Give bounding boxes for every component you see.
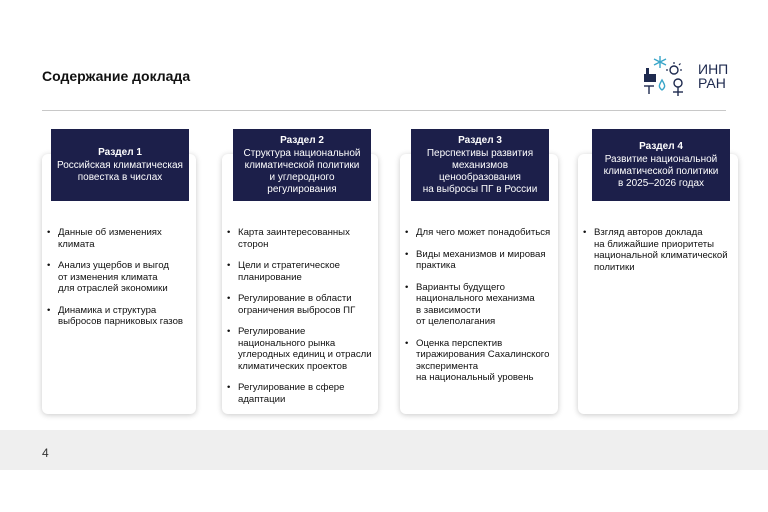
bullet-line: тиражирования Сахалинского xyxy=(416,349,550,360)
bullet-line: климата xyxy=(58,238,95,250)
section-header-1 xyxy=(51,129,189,201)
bullet-line: выбросов парниковых газов xyxy=(58,316,184,327)
bullet-item xyxy=(46,305,194,328)
bullet-line: • Варианты будущего xyxy=(416,281,505,293)
logo-text xyxy=(698,62,728,90)
section-title-line: климатической политики xyxy=(244,159,360,171)
section-title-line: в 2025–2026 годах xyxy=(617,177,705,189)
section-label: Раздел 1 xyxy=(98,146,142,158)
bullet-line: от целеполагания xyxy=(416,316,496,327)
section-3-bullets xyxy=(404,227,560,394)
bullet-line: сторон xyxy=(238,238,269,250)
bullet-item xyxy=(404,227,560,239)
bullet-item xyxy=(226,227,378,250)
bullet-line: планирование xyxy=(238,271,302,283)
bullet-line: национальной климатической xyxy=(594,250,728,261)
bullet-line: • Регулирование xyxy=(238,326,306,337)
section-4-bullets xyxy=(582,227,738,283)
bullet-line: • Динамика и структура xyxy=(58,304,157,316)
bullet-item xyxy=(582,227,738,273)
section-title-line: Структура национальной xyxy=(243,147,361,159)
bullet-line: национального рынка xyxy=(238,337,336,349)
logo-emblem-icon xyxy=(640,54,696,100)
bullet-line: углеродных единиц и отрасли xyxy=(238,349,372,360)
section-label: Раздел 4 xyxy=(639,140,683,152)
footer-bar xyxy=(0,430,768,470)
section-header-3 xyxy=(411,129,549,201)
bullet-line: в зависимости xyxy=(416,304,481,316)
section-title-line: на выбросы ПГ в России xyxy=(422,183,538,195)
slide-title: Содержание доклада xyxy=(42,68,191,84)
page-number: 4 xyxy=(42,446,49,460)
bullet-line: адаптации xyxy=(238,393,286,405)
bullet-item xyxy=(404,282,560,328)
bullet-item xyxy=(404,249,560,272)
bullet-line: • Цели и стратегическое xyxy=(238,260,340,271)
section-title-line: Российская климатическая xyxy=(57,159,183,171)
section-title-line: климатической политики xyxy=(603,165,719,177)
bullet-line: для отраслей экономики xyxy=(58,283,168,294)
bullet-line: • Для чего может понадобиться xyxy=(416,227,551,238)
bullet-line: • Анализ ущербов и выгод xyxy=(58,260,169,271)
bullet-item xyxy=(46,260,194,295)
section-title-line: Развитие национальной xyxy=(604,153,718,165)
bullet-line: климатических проектов xyxy=(238,360,348,372)
bullet-line: на национальный уровень xyxy=(416,372,534,383)
section-2-bullets xyxy=(226,227,378,415)
logo-line-2: РАН xyxy=(698,75,726,91)
section-title-line: механизмов ценообразования xyxy=(439,159,521,183)
logo-line-1: ИНП xyxy=(698,61,729,77)
bullet-item xyxy=(404,338,560,384)
bullet-line: ограничения выбросов ПГ xyxy=(238,304,356,316)
inp-ran-logo xyxy=(640,54,736,100)
bullet-line: • Регулирование в области xyxy=(238,293,352,304)
bullet-line: • Взгляд авторов доклада xyxy=(594,227,703,238)
bullet-line: • Карта заинтересованных xyxy=(238,227,350,238)
bullet-item xyxy=(226,293,378,316)
bullet-line: от изменения климата xyxy=(58,271,158,283)
bullet-line: • Данные об изменениях xyxy=(58,227,162,238)
section-title-line: повестка в числах xyxy=(77,171,163,183)
bullet-line: эксперимента xyxy=(416,360,479,372)
section-label: Раздел 3 xyxy=(458,134,502,146)
bullet-item xyxy=(226,260,378,283)
bullet-line: практика xyxy=(416,260,456,271)
bullet-item xyxy=(226,326,378,372)
section-header-4 xyxy=(592,129,730,201)
bullet-item xyxy=(46,227,194,250)
bullet-line: • Оценка перспектив xyxy=(416,337,503,349)
section-title-line: Перспективы развития xyxy=(426,147,534,159)
section-title-line: и углеродного регулирования xyxy=(267,171,337,195)
bullet-item xyxy=(226,382,378,405)
section-1-bullets xyxy=(46,227,194,338)
section-header-2 xyxy=(233,129,371,201)
title-divider xyxy=(42,110,726,111)
bullet-line: на ближайшие приоритеты xyxy=(594,238,715,250)
bullet-line: национального механизма xyxy=(416,293,535,304)
bullet-line: политики xyxy=(594,261,635,273)
bullet-line: • Виды механизмов и мировая xyxy=(416,248,546,260)
bullet-line: • Регулирование в сфере xyxy=(238,382,345,393)
section-label: Раздел 2 xyxy=(280,134,324,146)
